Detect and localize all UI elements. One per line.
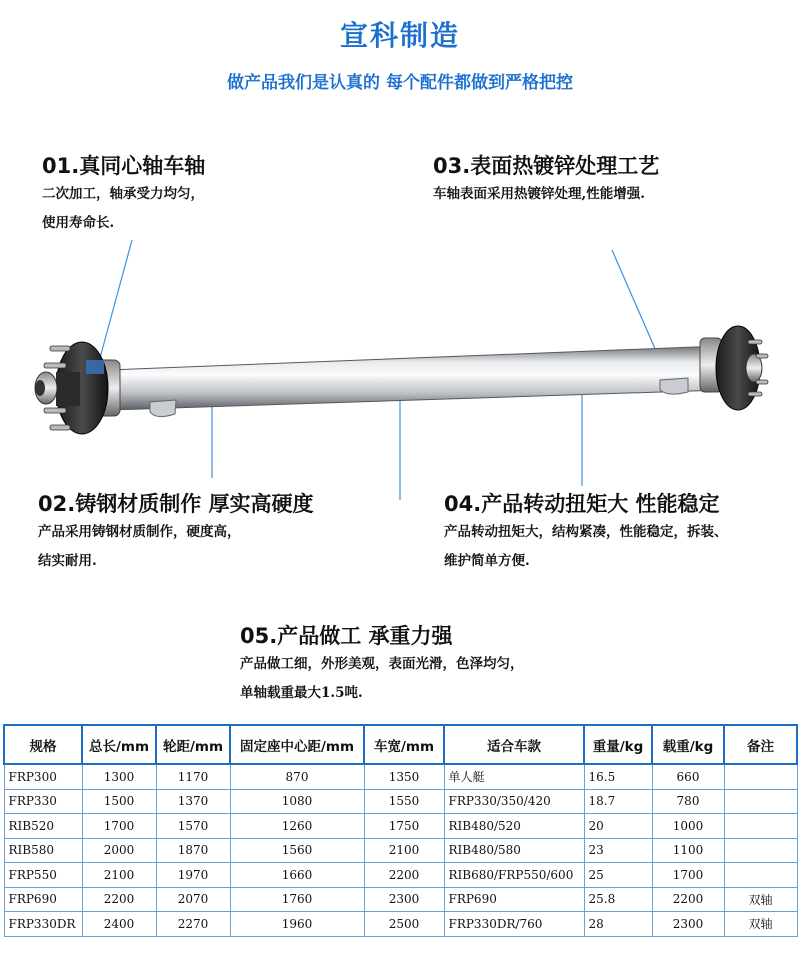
feature-text: 单轴载重最大1.5吨. (240, 685, 363, 701)
feature-05 (240, 620, 524, 708)
axle-product-image (0, 240, 800, 500)
table-cell: 1100 (652, 838, 724, 863)
table-cell: 1080 (230, 789, 364, 814)
table-cell: 25 (584, 863, 652, 888)
table-cell: 25.8 (584, 887, 652, 912)
feature-text: 维护简单方便. (444, 553, 530, 569)
table-cell: 2100 (82, 863, 156, 888)
table-cell: 1700 (652, 863, 724, 888)
feature-01 (42, 150, 205, 238)
table-cell: FRP690 (444, 887, 584, 912)
feature-title: 04.产品转动扭矩大 性能稳定 (444, 492, 720, 516)
spec-table (3, 724, 798, 937)
table-cell (724, 838, 797, 863)
table-cell: 2500 (364, 912, 444, 937)
table-cell: RIB580 (4, 838, 82, 863)
column-header: 载重/kg (652, 725, 724, 764)
table-cell (724, 764, 797, 789)
table-cell: 1500 (82, 789, 156, 814)
feature-03 (433, 150, 659, 209)
table-cell (724, 789, 797, 814)
table-cell: FRP300 (4, 764, 82, 789)
table-row (4, 912, 797, 937)
table-cell: 16.5 (584, 764, 652, 789)
table-cell: 1750 (364, 814, 444, 839)
table-cell: 2300 (364, 887, 444, 912)
table-cell: 23 (584, 838, 652, 863)
table-cell (724, 814, 797, 839)
table-cell: RIB480/580 (444, 838, 584, 863)
table-cell: FRP690 (4, 887, 82, 912)
feature-text: 使用寿命长. (42, 215, 115, 231)
table-cell: 1560 (230, 838, 364, 863)
column-header: 总长/mm (82, 725, 156, 764)
table-cell: 2300 (652, 912, 724, 937)
table-cell: 1260 (230, 814, 364, 839)
feature-title: 01.真同心轴车轴 (42, 154, 206, 178)
feature-text: 二次加工，轴承受力均匀， (42, 186, 204, 202)
table-row (4, 764, 797, 789)
feature-title: 05.产品做工 承重力强 (240, 624, 453, 648)
table-cell: FRP330DR/760 (444, 912, 584, 937)
table-cell: 28 (584, 912, 652, 937)
table-cell: RIB520 (4, 814, 82, 839)
table-cell: 870 (230, 764, 364, 789)
table-cell: 2270 (156, 912, 230, 937)
column-header: 规格 (4, 725, 82, 764)
table-cell (724, 863, 797, 888)
table-cell: 1970 (156, 863, 230, 888)
column-header: 备注 (724, 725, 797, 764)
table-cell: 20 (584, 814, 652, 839)
feature-text: 车轴表面采用热镀锌处理,性能增强. (433, 186, 645, 202)
feature-04 (444, 488, 728, 576)
table-cell: 1870 (156, 838, 230, 863)
feature-title: 02.铸钢材质制作 厚实高硬度 (38, 492, 314, 516)
table-row (4, 789, 797, 814)
table-cell: 双轴 (724, 887, 797, 912)
table-cell: FRP330 (4, 789, 82, 814)
feature-text: 产品做工细，外形美观，表面光滑，色泽均匀， (240, 656, 524, 672)
table-cell: 1000 (652, 814, 724, 839)
table-cell: 1350 (364, 764, 444, 789)
feature-02 (38, 488, 314, 576)
table-cell: 1760 (230, 887, 364, 912)
feature-text: 产品采用铸钢材质制作，硬度高， (38, 524, 241, 540)
table-cell: 18.7 (584, 789, 652, 814)
table-cell: RIB480/520 (444, 814, 584, 839)
table-cell: 2400 (82, 912, 156, 937)
table-cell: 2070 (156, 887, 230, 912)
table-cell: 1370 (156, 789, 230, 814)
table-row (4, 814, 797, 839)
table-row (4, 887, 797, 912)
table-cell: 2200 (364, 863, 444, 888)
column-header: 重量/kg (584, 725, 652, 764)
table-cell: 1300 (82, 764, 156, 789)
table-cell: 1660 (230, 863, 364, 888)
table-cell: 1700 (82, 814, 156, 839)
table-cell: 2000 (82, 838, 156, 863)
table-cell: 780 (652, 789, 724, 814)
column-header: 适合车款 (444, 725, 584, 764)
feature-text: 结实耐用. (38, 553, 97, 569)
column-header: 车宽/mm (364, 725, 444, 764)
column-header: 固定座中心距/mm (230, 725, 364, 764)
table-cell: 2200 (652, 887, 724, 912)
feature-text: 产品转动扭矩大，结构紧凑，性能稳定，拆装、 (444, 524, 728, 540)
column-header: 轮距/mm (156, 725, 230, 764)
table-cell: 2100 (364, 838, 444, 863)
table-row (4, 838, 797, 863)
table-cell: 1170 (156, 764, 230, 789)
table-cell: FRP330DR (4, 912, 82, 937)
page-title: 宣科制造 (339, 19, 460, 52)
table-cell: FRP550 (4, 863, 82, 888)
table-cell: 1550 (364, 789, 444, 814)
table-cell: FRP330/350/420 (444, 789, 584, 814)
table-cell: 单人艇 (444, 764, 584, 789)
table-row (4, 863, 797, 888)
page-subtitle: 做产品我们是认真的 每个配件都做到严格把控 (227, 73, 573, 93)
table-cell: RIB680/FRP550/600 (444, 863, 584, 888)
table-cell: 2200 (82, 887, 156, 912)
feature-title: 03.表面热镀锌处理工艺 (433, 154, 660, 178)
table-cell: 660 (652, 764, 724, 789)
table-header-row (4, 725, 797, 764)
table-cell: 双轴 (724, 912, 797, 937)
table-cell: 1960 (230, 912, 364, 937)
table-cell: 1570 (156, 814, 230, 839)
